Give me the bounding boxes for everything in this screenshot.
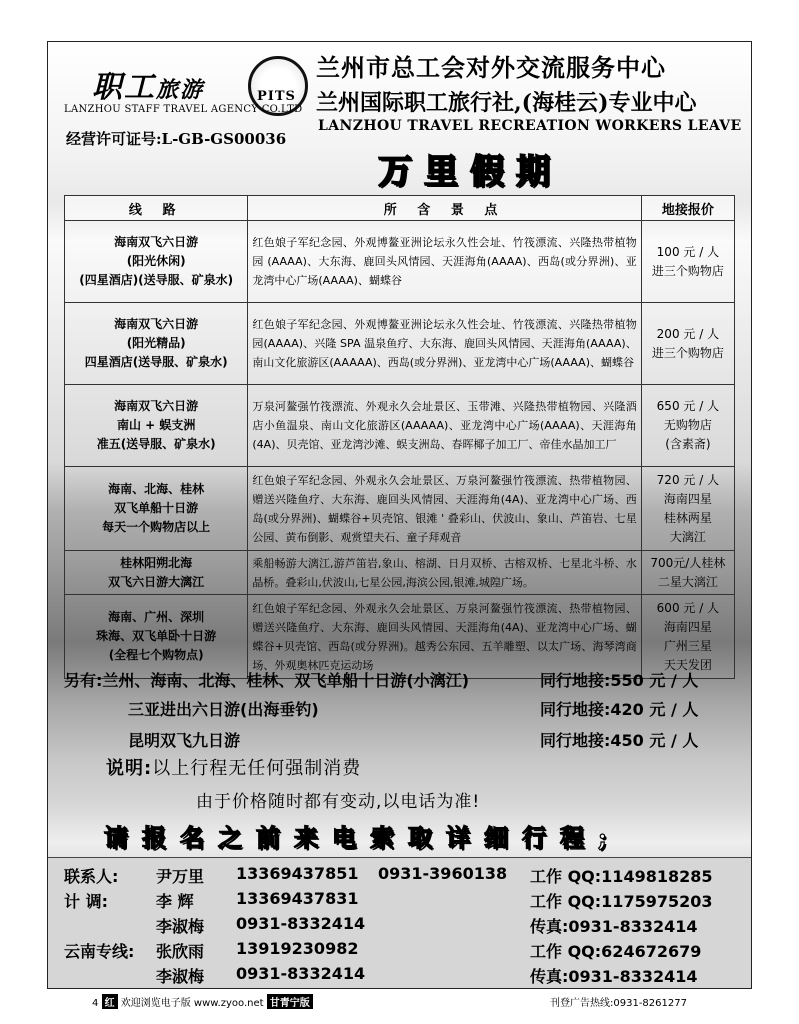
route-line: 海南双飞六日游: [114, 399, 199, 413]
route-name: [65, 467, 248, 551]
route-spots: 红色娘子军纪念园、外观博鳌亚洲论坛永久性会址、竹筏漂流、兴隆热带植物园(AAAA)、兴隆 SPA 温泉鱼疗、大东海、鹿回头风情园、天涯海角(AAAA)、南山文化旅游区(AAAAA)、西岛(或分界洲)、亚龙湾中心广场(AAAA)、蝴蝶谷: [248, 303, 641, 385]
contact-label: 云南专线:: [64, 942, 135, 961]
price-line: 720 元 / 人: [656, 472, 720, 487]
price-line: 大漓江: [669, 529, 706, 544]
route-line: 每天一个购物店以上: [102, 520, 211, 534]
routes-table: [64, 195, 735, 679]
contact-phone2: 0931-3960138: [378, 864, 508, 883]
route-price: [641, 551, 734, 595]
agency-logo: [64, 50, 314, 120]
route-line: (全程七个购物点): [108, 648, 204, 662]
contact-phone1: 13919230982: [236, 939, 359, 958]
contact-right: 工作 QQ:624672679: [530, 942, 702, 961]
route-name: [65, 221, 248, 303]
contact-phone1: 13369437851: [236, 864, 359, 883]
contact-label: 联系人:: [64, 867, 119, 886]
route-line: 海南、北海、桂林: [108, 482, 205, 496]
price-line: 进三个购物店: [651, 263, 724, 278]
table-row: [65, 303, 735, 385]
table-header-row: [65, 196, 735, 221]
extra-route-1: 另有:兰州、海南、北海、桂林、双飞单船十日游(小漓江): [64, 671, 470, 690]
contact-phone1: 0931-8332414: [236, 964, 366, 983]
header-price: 地接报价: [641, 196, 734, 221]
logo-badge-text: PITS: [257, 89, 296, 104]
contact-name: 张欣雨: [156, 942, 205, 961]
contact-right: 工作 QQ:1149818285: [530, 867, 713, 886]
route-name: [65, 551, 248, 595]
price-line: 600 元 / 人: [656, 600, 720, 615]
contact-label: 计 调:: [64, 892, 108, 911]
contact-right: 传真:0931-8332414: [530, 967, 698, 986]
contact-name: 李 辉: [156, 892, 194, 911]
price-line: 650 元 / 人: [656, 399, 720, 413]
price-line: 无购物店: [663, 418, 712, 432]
contact-right: 工作 QQ:1175975203: [530, 892, 713, 911]
price-line: 天天发团: [663, 657, 712, 672]
headline-title-1: 兰州市总工会对外交流服务中心: [316, 53, 666, 82]
route-name: [65, 303, 248, 385]
english-subtitle: LANZHOU TRAVEL RECREATION WORKERS LEAVE: [318, 118, 742, 134]
table-row: [65, 221, 735, 303]
route-price: [641, 467, 734, 551]
table-row: [65, 595, 735, 679]
price-line: 二星大漓江: [657, 574, 718, 589]
route-line: 桂林阳朔北海: [120, 555, 193, 570]
table-row: [65, 467, 735, 551]
edition-brand: 甘青宁版: [267, 994, 313, 1009]
header-spots: 所 含 景 点: [248, 196, 641, 221]
route-line: 海南双飞六日游: [114, 235, 199, 249]
extra-route-3: 昆明双飞九日游: [128, 731, 241, 750]
route-line: 海南双飞六日游: [114, 317, 199, 331]
route-price: [641, 595, 734, 679]
route-spots: 红色娘子军纪念园、外观永久会址景区、万泉河鳌强竹筏漂流、热带植物园、赠送兴隆鱼疗、大东海、鹿回头风情园、天涯海角(4A)、亚龙湾中心广场、蝴蝶谷+贝壳馆、西岛(或分界洲)。越秀公东园、五羊雕塑、以太广场、海琴湾商场、外观奥林匹克运动场: [248, 595, 641, 679]
route-spots: 万泉河鳌强竹筏漂流、外观永久会址景区、玉带滩、兴隆热带植物园、兴隆酒店小鱼温泉、南山文化旅游区(AAAAA)、亚龙湾中心广场(AAAA)、天涯海角(4A)、贝壳馆、亚龙湾沙滩、蜈支洲岛、春晖椰子加工厂、帝佳水晶加工厂: [248, 385, 641, 467]
contact-phone1: 13369437831: [236, 889, 359, 908]
header-route: 线 路: [65, 196, 248, 221]
edition-badge: 红: [102, 994, 118, 1009]
price-line: 700元/人桂林: [650, 555, 726, 570]
route-price: [641, 385, 734, 467]
route-line: 准五(送导服、矿泉水): [96, 437, 216, 451]
route-line: 四星酒店(送导服、矿泉水): [84, 355, 228, 369]
route-price: [641, 221, 734, 303]
route-name: [65, 595, 248, 679]
footer-website: 欢迎浏览电子版 www.zyoo.net: [120, 998, 264, 1009]
page-number: 4: [92, 998, 99, 1009]
table-row: [65, 385, 735, 467]
price-line: 100 元 / 人: [656, 244, 720, 259]
extra-price-2: 同行地接:420 元 / 人: [540, 700, 699, 719]
route-line: 海南、广州、深圳: [108, 610, 205, 624]
price-line: 桂林两星: [663, 510, 712, 525]
extra-price-3: 同行地接:450 元 / 人: [540, 731, 699, 750]
price-line: 海南四星: [663, 619, 712, 634]
headline-title-2: 兰州国际职工旅行社,(海桂云)专业中心: [316, 90, 697, 116]
table-row: [65, 551, 735, 595]
route-line: (四星酒店)(送导服、矿泉水): [79, 273, 234, 287]
footer-left: [92, 994, 313, 1009]
extra-price-1: 同行地接:550 元 / 人: [540, 671, 699, 690]
price-caveat: 由于价格随时都有变动,以电话为准!: [196, 792, 481, 812]
route-spots: 红色娘子军纪念园、外观博鳌亚洲论坛永久性会址、竹筏漂流、兴隆热带植物园 (AAAA)、大东海、鹿回头风情园、天涯海角(AAAA)、西岛(或分界洲)、亚龙湾中心广场(AAAA)、蝴蝶谷: [248, 221, 641, 303]
route-spots: 红色娘子军纪念园、外观永久会址景区、万泉河鳌强竹筏漂流、热带植物园、赠送兴隆鱼疗、大东海、鹿回头风情园、天涯海角(4A)、亚龙湾中心广场、西岛(或分界洲)、蝴蝶谷+贝壳馆、银滩 ' 叠彩山、伏波山、象山、芦笛岩、七星公园、黄布倒影、观赏望夫石、童子拜观音: [248, 467, 641, 551]
contact-name: 李淑梅: [156, 967, 205, 986]
route-line: 双飞六日游大漓江: [108, 574, 205, 589]
route-line: 南山 + 蜈支洲: [116, 418, 196, 432]
contact-right: 传真:0931-8332414: [530, 917, 698, 936]
logo-chinese-name: 职工旅游: [92, 70, 205, 105]
ad-hotline: 刊登广告热线:0931-8261277: [550, 998, 687, 1009]
route-price: [641, 303, 734, 385]
contacts-panel: [48, 857, 751, 989]
extra-route-2: 三亚进出六日游(出海垂钓): [128, 700, 319, 719]
call-to-action: 请报名之前来电索取详细行程;: [104, 823, 621, 852]
route-name: [65, 385, 248, 467]
price-line: (含素斋): [665, 437, 711, 451]
route-line: (阳光精品): [126, 336, 186, 350]
price-line: 海南四星: [663, 491, 712, 506]
note: 说明:以上行程无任何强制消费: [106, 758, 362, 779]
price-line: 进三个购物店: [651, 345, 724, 360]
route-line: 珠海、双飞单卧十日游: [96, 629, 217, 643]
route-line: (阳光休闲): [126, 254, 186, 268]
price-line: 广州三星: [663, 638, 712, 653]
advertisement-page: [47, 41, 752, 989]
contact-phone1: 0931-8332414: [236, 914, 366, 933]
license-number: 经营许可证号:L-GB-GS00036: [66, 130, 287, 148]
logo-english-name: LANZHOU STAFF TRAVEL AGENCY CO.LTD: [64, 104, 303, 115]
route-spots: 乘船畅游大漓江,游芦笛岩,象山、榕湖、日月双桥、古榕双桥、七星北斗桥、水晶桥。叠彩山,伏波山,七星公园,海滨公园,银滩,城隍广场。: [248, 551, 641, 595]
price-line: 200 元 / 人: [656, 326, 720, 341]
banner-title: 万里假期: [378, 152, 562, 192]
route-line: 双飞单船十日游: [114, 501, 199, 515]
contact-name: 李淑梅: [156, 917, 205, 936]
contact-name: 尹万里: [156, 867, 205, 886]
